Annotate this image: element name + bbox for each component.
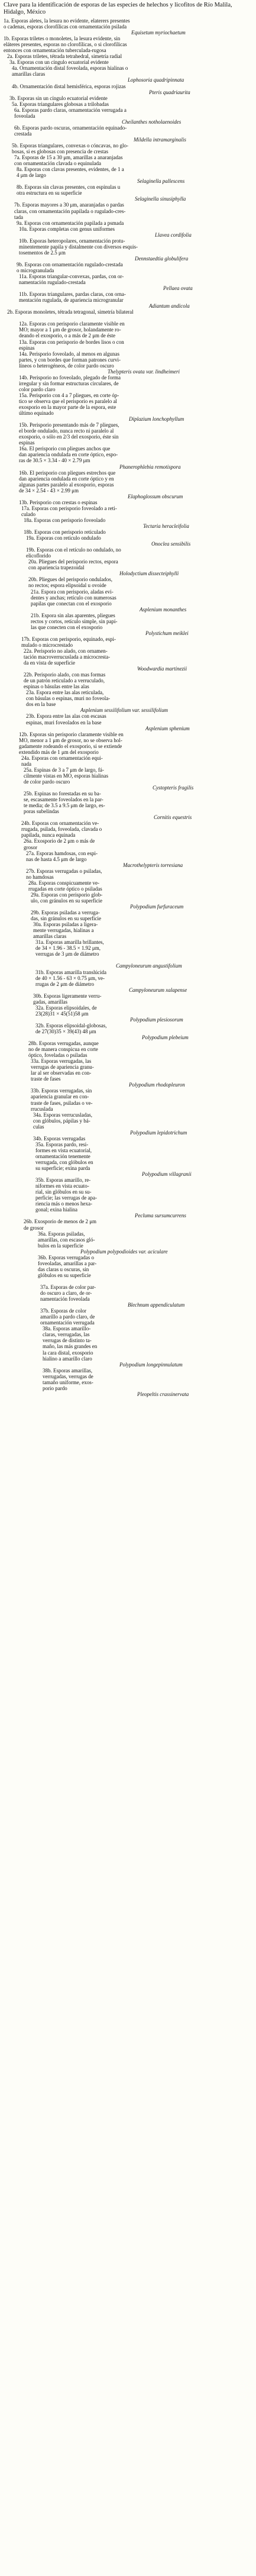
key-line: 27b. Esporas verrugadas o psiladas, [26,868,102,874]
key-line: no de manera conspicua en corte [28,1046,98,1053]
key-line: 31b. Esporas amarilla translúcida [35,969,106,975]
key-line: 16b. El perisporio con pliegues estrechos que [19,469,116,476]
key-line: bosas, si es globosas con presencia de crestas [12,149,108,155]
key-line: eláteres presentes, esporas no clorofílicas, o si clorofílicas [4,41,127,48]
species-name: Campyloneurum xalapense [129,986,187,993]
key-line: 20a. Pliegues del perisporio rectos, espora [28,559,118,565]
key-line: 15a. Perisporio con 4 a 7 pliegues, en corte óp- [19,392,119,398]
key-line: cilmente vistas en MO, esporas hialinas [24,772,108,779]
key-line: no rectos; espora elipsoidal u ovoide [28,582,106,589]
key-line: 36a. Esporas psiladas, [38,1230,85,1237]
species-name: Cornitis equestris [154,814,192,821]
key-line: rrucuslada [31,1105,53,1112]
key-line: 28b. Esporas verrugadas, aunque [28,1040,99,1047]
key-line: do oscuro a claro, de or- [40,1290,92,1297]
species-name: Selaginella sinusiphylla [135,196,186,202]
key-line: 5b. Esporas triangulares, convexas o cóncavas, no glo- [12,142,128,149]
key-line: 4 μm de largo [17,172,46,179]
key-line: gonal; exina hialina [35,1207,77,1213]
document-title: Clave para la identificación de esporas de las especies de helechos y licofitos de Río Malila, Hidalgo, México [4,2,232,15]
key-line: 14a. Perisporio foveolado, al menos en algunas [19,350,119,357]
key-line: 6b. Esporas pardo oscuras, ornamentación equinado- [14,124,127,131]
key-line: mente verrugadas, hialinas a [33,927,94,934]
key-line: verrugas de distinto ta- [43,1337,92,1344]
key-line: bulos en la superficie [38,1242,83,1249]
key-line: exosporio en la mayor parte de la espora, este [19,404,116,411]
species-name: Llavea cordifolia [155,231,192,238]
key-line: 7b. Esporas mayores a 30 μm, anaranjadas o pardas [14,202,124,208]
key-line: amarillas claras [33,933,67,940]
key-line: tación macroverrucuslada a microcresta- [24,654,111,660]
species-name: Dennstaedtia globulifera [135,255,189,262]
key-line: 21a. Espora con perisporio, aladas evi- [31,588,114,595]
key-line: nada [21,760,31,767]
key-line: exosporio, o sólo en 2/3 del exosporio, éste sin [19,434,119,440]
key-line: minentemente papila y distalmente con diversos esquis- [19,243,138,250]
key-line: mulado o microcrestado [21,641,73,648]
key-line: 4b. Ornamentación distal hemisférica, esporas rojizas [12,83,126,89]
key-line: namentación foveolada [40,1296,90,1302]
key-line: 1a. Esporas aletes, la lesura no evidente, elaterers presentes [4,18,130,24]
key-line: 13b. Perisporio con crestas o espinas [19,499,98,505]
key-line: dentes y anchas; retículo con numerosas [31,594,116,601]
key-line: ornamentación tenemente [35,1153,90,1159]
key-line: 37b. Esporas de color [40,1308,86,1314]
key-line: 26b. Exosporio de menos de 2 μm [24,1218,97,1225]
key-line: rial, sin glóbulos en su su- [35,1189,92,1195]
key-line: 6a. Esporas pardo claras, ornamentación verrugada a [14,107,127,113]
key-line: 30a. Esporas psiladas a ligera- [33,921,98,928]
key-line: 26a. Exosporio de 2 μm o más de [24,838,95,844]
species-name: Polypodium villagranii [142,1171,192,1178]
key-line: líneos o heterogéneos, de color pardo oscuro [19,362,114,369]
key-line: 34b. Esporas verrugadas [33,1135,86,1142]
species-name: Polypodium longepinnulatum [119,1361,183,1368]
key-line: su superficie; exina parda [35,1165,90,1172]
key-line: el borde ondulado, nunca recto ni paralelo al [19,428,114,434]
species-name: Pecluma sursumcurrens [135,1213,186,1219]
species-name: Pellaea ovata [163,285,193,292]
key-line: ulo, con gránulos en su superficie [31,897,102,904]
species-name: Equisetum myriochaetum [131,30,186,36]
key-line: entonces con ornamentación tuberculada-rugosa [4,47,106,54]
key-line: 24b. Esporas con ornamentación ve- [21,820,99,827]
key-line: porio pardo [43,1385,67,1391]
key-line: de 34 × 2.54 - 43 × 2.99 μm [19,487,79,494]
key-line: óptico, foveladas o psiladas [28,1052,88,1059]
key-line: 18a. Esporas con perisporio foveolado [24,517,106,523]
key-line: de 40 × 1.56 - 63 × 0.75 μm, ve- [35,975,105,981]
species-name: Woodwardia martinezii [137,666,187,672]
species-name: Polystichum meiklei [145,630,189,636]
key-line: 23b. Espora entre las alas con escasas [26,713,106,720]
key-line: verrugadas, verrugas de [43,1373,93,1379]
key-line: de 34 × 1.96 - 38.5 × 1.92 μm, [35,945,101,952]
key-line: amarillas, con escasos gló- [38,1236,95,1243]
key-line: hialino a amarillo claro [43,1355,92,1362]
key-line: MO, menor a 1 μm de grosor, no se observa hol- [19,737,122,743]
species-name: Polypodium plebeium [142,1034,189,1041]
key-line: grosor [24,844,37,850]
species-name: Asplenium sessilifolium var. sessilifolium [80,707,168,714]
key-line: 35a. Esporas pardo, resi- [35,1141,89,1147]
key-line: 23(28)31 × 45(51)58 μm [35,1010,89,1017]
key-line: foveoladas, amarillas a par- [38,1260,97,1266]
key-line: nas de hasta 4.5 μm de largo [26,856,87,862]
species-name: Macrothelypteris torresiana [123,862,183,868]
species-name: Blechnum appendiculatum [128,1302,185,1308]
key-line: amarillas claras [12,71,46,78]
species-name: Mildella intramarginalis [134,136,186,143]
key-line: glóbulos en su superficie [38,1272,91,1278]
species-name: Asplenium monanthes [140,606,187,612]
key-line: color pardo claro [19,386,56,392]
species-name: Polypodium lepidotrichum [130,1129,187,1136]
key-line: 10b. Esporas heteropolares, ornamentación protu- [19,237,125,244]
key-line: dos en la base [26,701,56,708]
key-line: 28a. Esporas conspicuamente ve- [28,879,99,886]
key-line: de 27(30)35 × 39(43) 48 μm [35,1028,96,1034]
key-line: 9b. Esporas con ornamentación rugulado-crestada [17,261,123,267]
key-line: 25a. Espinas de 3 a 7 μm de largo, fá- [24,766,104,773]
key-line: de un patrón reticulado a verruculado, [24,678,105,684]
key-line: con glóbulos, pápilas y bá- [33,1117,90,1124]
species-name: Polypodium polypodioides var. aciculare [80,1248,168,1255]
key-line: tico se observa que el perisporio es paralelo al [19,398,117,404]
key-line: 27a. Esporas hamdosas, con espi- [26,850,98,856]
key-line: con básulas o espinas, muri no foveola- [26,695,111,702]
key-line: 29a. Esporas con perisporio glob- [31,891,103,898]
key-line: 32a. Esporas elipsoidales, de [35,1004,97,1011]
key-line: tosementos de 2.5 μm [19,249,66,256]
key-line: culas [33,1123,44,1130]
key-line: 32b. Esporas elipsoidal-globosas, [35,1022,107,1029]
key-line: 13a. Esporas con perisporio de bordes lisos o con [19,338,124,345]
species-name: Lophosoria quadripinnata [128,77,184,83]
species-name: Polypodium furfuraceum [130,903,184,910]
key-line: 2b. Esporas monoletes, tétrada tetragonal, simetría bilateral [7,309,134,315]
key-line [4,315,252,321]
key-line: crestada [14,130,32,137]
key-line: 8b. Esporas sin clavas presentes, con espínulas u [17,184,121,191]
key-line: da en vista de superficie [24,660,75,666]
species-name: Onoclea sensibilis [151,541,191,547]
key-line: lar al ser observadas en con- [31,1070,92,1076]
species-name: Thelypteris ovata var. lindheimeri [108,368,180,375]
key-line: 18b. Esporas con perisporio reticulado [24,529,106,536]
key-line: 25b. Espinas no forestadas en su ba- [24,791,101,797]
key-line: con ornamentación clavada o equinulada [14,160,101,167]
key-line: tamaño uniforme, exos- [43,1379,93,1385]
key-line: irregular y sin formar estructuras circulares, de [19,380,119,386]
key-line: claras, verrugadas, las [43,1331,90,1338]
species-name: Asplenium sphenium [145,725,190,731]
key-line: 21b. Espora sin alas aparentes, pliegues [31,612,115,618]
key-line: 30b. Esporas ligeramente verru- [33,992,102,999]
key-line: espinas [19,440,35,446]
key-line: apariencia granular en con- [31,1094,89,1100]
species-name: Adiantum andicola [149,303,190,309]
key-line: foveolada [14,112,35,119]
key-line: culado [21,511,35,517]
key-line: 22a. Perisporio no alado, con ornamen- [24,647,108,654]
key-line: 29b. Esporas psiladas a verruga- [31,910,100,916]
key-line: ras de 30.5 × 3.34 - 40 × 2.79 μm [19,457,90,464]
key-line: 23a. Espora entre las alas reticulada, [26,689,104,696]
key-line: 5a. Esporas triangulares globosas a trilobadas [12,101,109,107]
key-line: poras subelíndas [24,808,59,815]
species-name: Phanerophlebia remotispora [119,463,181,470]
key-line: la cara distal, exosporio [43,1349,93,1356]
key-line: partes, y con bordes que forman patrones curvi- [19,356,121,363]
key-line: namentación rugulado-crestada [19,279,86,286]
key-line: dan apariencia ondulada en corte óptico, espo- [19,452,118,458]
key-line: das, sin gránulos en su superficie [31,915,101,922]
identification-key [4,18,252,1397]
key-line: ornamentación verrugada [40,1320,95,1326]
key-line: 36b. Esporas verrugadas o [38,1254,94,1260]
species-name: Polypodium plesiosorum [130,1016,183,1023]
key-line: 7a. Esporas de 15 a 30 μm, amarillas a anaranjadas [14,154,123,161]
key-line: verrugas de apariencia granu- [31,1064,94,1071]
key-line: 9a. Esporas con ornamentación papilada a psmada [17,220,124,226]
key-line: 4a. Ornamentación distal foveolada, esporas hialinas o [12,65,128,72]
key-line: 37a. Esporas de color par- [40,1284,96,1290]
key-line: 17a. Esporas con perisporio foveolado a reti- [21,505,117,511]
key-line: 19b. Esporas con el retículo no ondulado, no [26,547,121,553]
key-line: de color pardo oscuro [24,779,70,785]
key-line: 8a. Esporas con clavas presentes, evidentes, de 1 a [17,166,124,173]
key-line: dan apariencia ondulada en corte óptico y en [19,475,114,482]
key-line: espinas, muri foveolados en la base [26,719,102,726]
key-line: 2a. Esporas triletes, tétrada tetrahedral, simetría radial [7,53,122,60]
key-line: verrugas de 3 μm de diámetro [35,951,99,957]
species-name: Pteris quadriaurita [149,89,190,95]
key-line: las que conecten con el exosporio [31,624,103,630]
key-line: no hamdosas [26,873,54,880]
key-line: te media; de 3.5 a 9.5 μm de largo, es- [24,802,105,809]
key-line: mentación rugulada, de apariencia microgranular [19,297,124,304]
key-line: riencia más o menos hexa- [35,1201,92,1207]
key-line: claras, con ornamentación papilada o rugulado-cres- [14,208,126,214]
key-line: otra estructura en su superficie [17,190,82,196]
key-line: gadas, amarillas [33,998,67,1005]
key-line: 11b. Esporas triangulares, pardas claras, con orna- [19,291,126,298]
key-line: gadamente rodeando el exosporio, si se extiende [19,743,122,749]
key-line: de grosor [24,1224,44,1231]
key-line: papilas que conectan con el exosporio [31,600,112,607]
key-line: papilada, nunca equinada [21,832,76,839]
key-line: 15b. Perisporio presentando más de 7 pliegues, [19,422,119,428]
key-line: rrugada, psilada, foveolada, clavada o [21,826,102,833]
key-line: traste de fases, psiladas o ve- [31,1100,93,1106]
key-line: das claras u oscuras, sin [38,1266,89,1272]
species-name: Polypodium rhodopleuron [129,1082,185,1088]
key-line: 19a. Esporas con retículo ondulado [26,535,101,541]
key-line: espinas [19,344,35,351]
key-line: 16a. El perisporio con pliegues anchos que [19,446,111,452]
key-line: 31a. Esporas amarilla brillantes, [35,939,104,946]
key-line: niformes en vista ecuato- [35,1183,89,1189]
species-name: Elaphoglossum obscurum [128,493,183,499]
key-line: 33a. Esporas verrugadas, las [31,1058,92,1065]
key-line: 3a. Esporas con un cíngulo ecuatorial evidente [9,59,109,66]
key-line: traste de fases [31,1076,61,1082]
species-name: Campyloneurum angustifolium [116,963,182,969]
key-line: verrugada, con glóbulos en [35,1159,93,1165]
key-line: 38a. Esporas amarillo- [43,1326,91,1332]
species-name: Diplazium lonchophyllum [129,416,184,423]
key-line: se, escasamente foveolados en la par- [24,797,103,803]
key-line: amarillo a pardo claro, de [40,1314,95,1320]
key-line: elicoflorido [26,553,51,559]
species-name: Cystopteris fragilis [153,785,194,791]
key-line: o cadenas, esporas clorofílicas con ornamentación psilada [4,24,127,30]
key-line: 22b. Perisporio alado, con mas formas [24,672,106,678]
key-line: 11a. Esporas triangular-convexas, pardas, con or- [19,273,124,280]
key-line: rrugas de 2 μm de diámetro [35,981,95,987]
species-name: Holodyctium dissecteiphylli [119,570,179,577]
key-line: 38b. Esporas amarillas, [43,1367,92,1374]
species-name: Cheilanthes notholaenoides [122,118,182,125]
key-line: perficie; las verrugas de apa- [35,1195,97,1201]
key-line: rrugadas en corte óptico o psiladas [28,885,102,892]
key-line: 3b. Esporas sin un cíngulo ecuatorial evidente [9,95,108,101]
key-line: rectos y cortos, retículo simple, sin papi- [31,618,118,624]
key-line: 17b. Esporas con perisporio, equinado, espi- [21,636,116,642]
key-line: maño, las más grandes en [43,1343,98,1350]
key-line: 34a. Esporas verrucusladas, [33,1111,92,1118]
key-line: último equinado [19,410,54,417]
key-line: 35b. Esporas amarillo, re- [35,1177,91,1184]
key-line: espinas o básulas entre las alas [24,684,89,690]
key-line: 33b. Esporas verrugadas, sin [31,1088,92,1094]
key-line: formes en vista ecuatorial, [35,1147,92,1153]
key-line: 12a. Esporas con perisporio claramente visible en [19,321,125,327]
key-line: 14b. Perisporio no foveolado, plegado de forma [19,374,121,381]
key-line: extendido más de 1 μm del exosporio [19,749,99,755]
key-line: o microgranulada [17,267,54,273]
key-line: 1b. Esporas triletes o monoletes, la lesura evidente, sin [4,36,121,42]
key-line [4,957,252,963]
key-line [4,1278,252,1284]
key-line: 20b. Pliegues del perisporio ondulados, [28,576,112,583]
species-name: Selaginella pallescens [137,178,185,185]
species-name: Tectaria heracleifolia [143,523,189,529]
species-name: Pleopeltis crassinervata [137,1391,189,1397]
key-line: deando el exosporio, o a más de 2 μm de éste [19,333,116,339]
key-line: con apariencia trapezoidal [28,565,85,571]
key-line: tada [14,214,23,220]
key-line: 24a. Esporas con ornamentación equi- [21,755,103,761]
key-line: 12b. Esporas sin perisporio claramente visible en [19,731,124,737]
key-line: algunas partes paralelo al exosporio, esporas [19,481,114,488]
key-line: MO; mayor a 1 μm de grosor, holandamente ro- [19,327,121,333]
key-line: 10a. Esporas completas con genus uniformes [19,225,115,232]
